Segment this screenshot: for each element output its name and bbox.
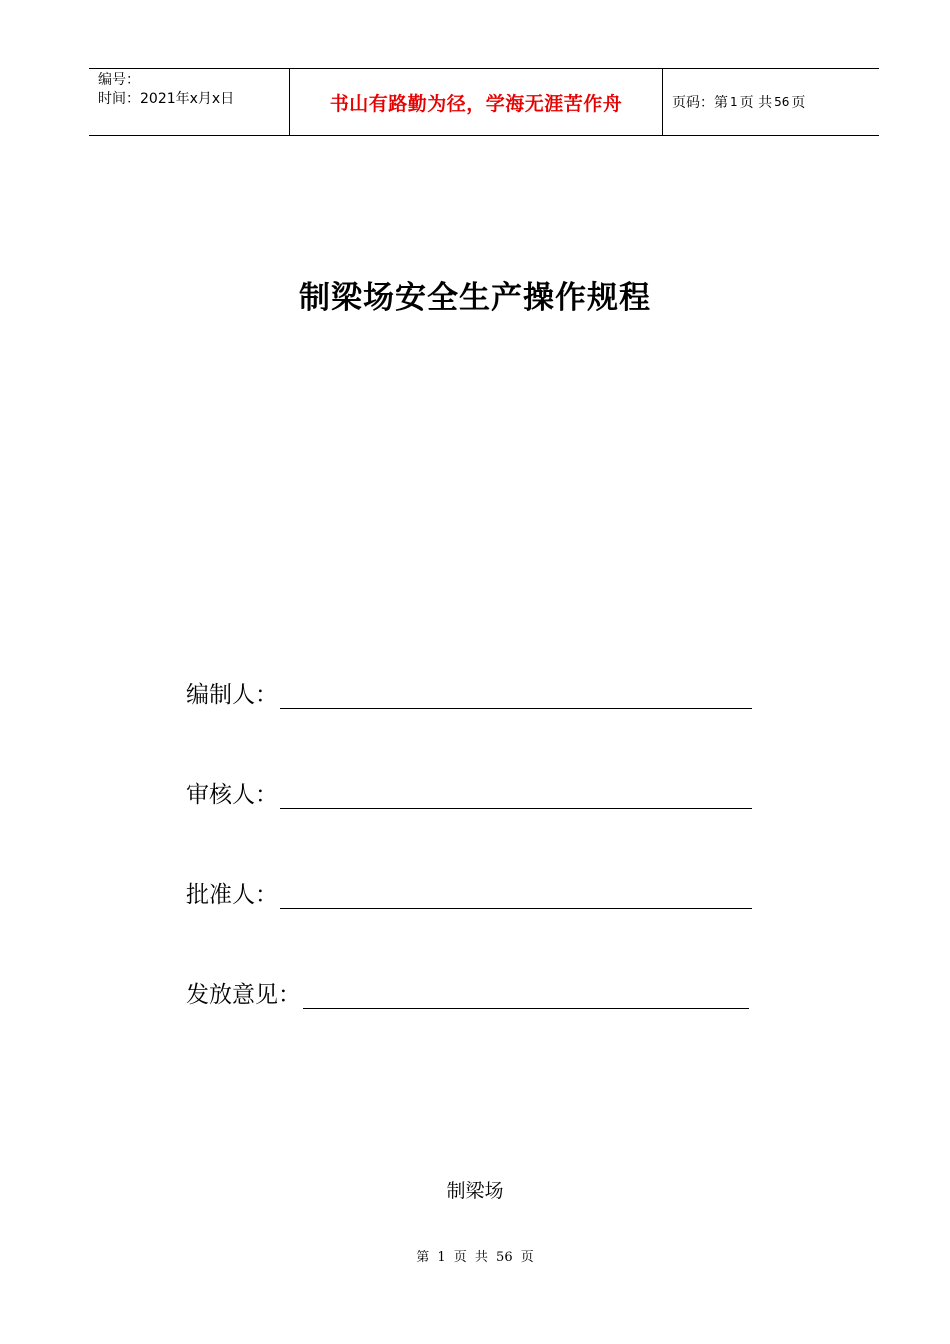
page-mid: 页 共: [739, 95, 773, 111]
signature-row-compiler: [186, 676, 752, 709]
signature-label: 批准人：: [186, 882, 278, 908]
page-header: [89, 68, 879, 136]
header-page-info: [663, 69, 879, 135]
document-number-label: 编号：: [98, 72, 140, 88]
header-motto: 书山有路勤为径，学海无涯苦作舟: [290, 69, 663, 135]
header-meta-cell: [89, 69, 290, 135]
signature-label: 编制人：: [186, 682, 278, 708]
signature-line[interactable]: [280, 882, 752, 909]
signature-row-distribution: [186, 976, 749, 1009]
signature-line[interactable]: [280, 682, 752, 709]
signature-row-reviewer: [186, 776, 752, 809]
page-total: 56: [774, 95, 790, 109]
page-current: 1: [730, 95, 738, 109]
organization-name: 制梁场: [446, 1180, 504, 1202]
document-title: 制梁场安全生产操作规程: [299, 280, 651, 316]
page-footer: 第 1 页 共 56 页: [416, 1250, 534, 1265]
signature-line[interactable]: [280, 782, 752, 809]
page-prefix: 页码：第: [672, 95, 728, 111]
signature-line[interactable]: [303, 982, 749, 1009]
page-suffix: 页: [791, 95, 806, 111]
signature-label: 发放意见：: [186, 982, 301, 1008]
signature-label: 审核人：: [186, 782, 278, 808]
signature-row-approver: [186, 876, 752, 909]
document-time-label: 时间：2021年x月x日: [98, 91, 235, 107]
